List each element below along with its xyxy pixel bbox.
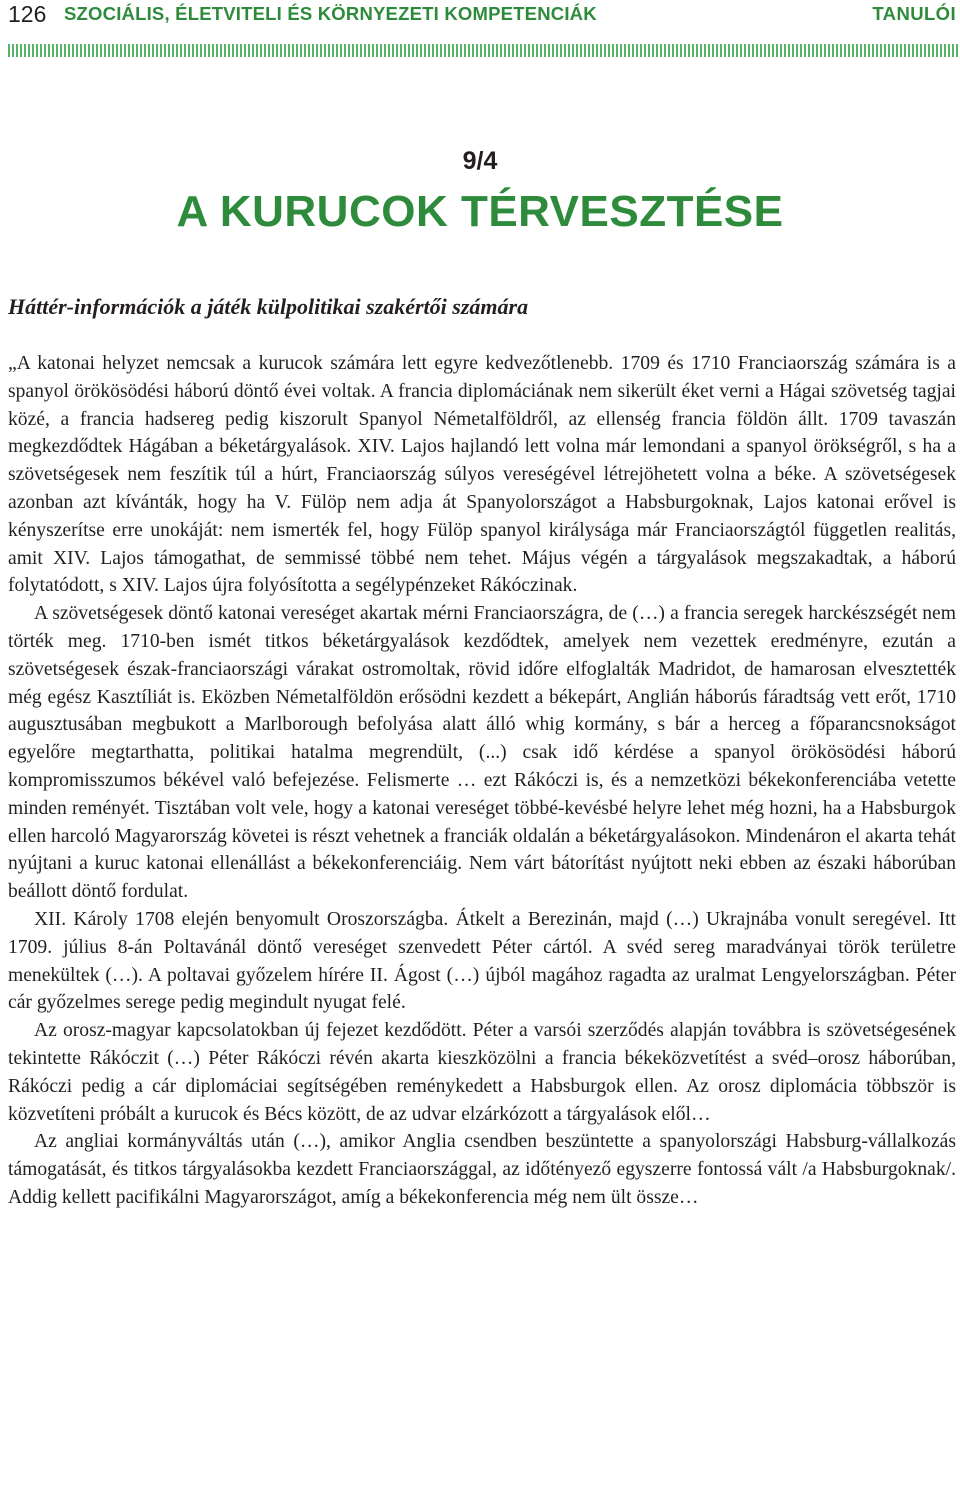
running-head: SZOCIÁLIS, ÉLETVITELI ÉS KÖRNYEZETI KOMPETENCIÁK: [64, 3, 597, 24]
paragraph: A szövetségesek döntő katonai vereséget akartak mérni Franciaországra, de (…) a francia seregek harckészségét nem törték meg. 1710-ben ismét titkos béketárgyalások kezdődtek, amelyek nem vezettek eredményre, ezután a szövetségesek észak-franciaországi várakat ostromoltak, rövid időre elfoglalták Madridot, de hamarosan elvesztették még egész Kasztíliát is. Eközben Németalföldön erősödni kezdett a békepárt, Anglián háborús fáradtság vett erőt, 1710 augusztusában megbukott a Marlborough befolyása alatt álló whig kormány, s bár a herceg a főparancsnokságot egyelőre megtarthatta, politikai hatalma megrendült, (...) csak idő kérdése a spanyol örökösödési háború kompromisszumos békével való befejezése. Felismerte … ezt Rákóczi is, és a nemzetközi békekonferenciába vetette minden reményét. Tisztában volt vele, hogy a katonai vereséget többé-kevésbé helyre lehet még hozni, ha a Habsburgok ellen harcoló Magyarország követei is részt vehetnek a franciák oldalán a béketárgyalásokon. Mindenáron el akarta tehát nyújtani a kuruc katonai ellenállást a békekonferenciáig. Nem várt bátorítást nyújtott neki ebben az északi háborúban beállott döntő fordulat.: [8, 603, 956, 903]
page-header: [0, 0, 960, 32]
body-text: [8, 350, 956, 1212]
running-tag: TANULÓI: [872, 3, 956, 24]
paragraph: „A katonai helyzet nemcsak a kurucok számára lett egyre kedvezőtlenebb. 1709 és 1710 Franciaország számára is a spanyol örökösödési háború döntő évei voltak. A francia diplomáciának nem sikerült éket verni a Hágai szövetség tagjai közé, a francia hadsereg pedig kiszorult Spanyol Németalföldről, az ellenség francia földön állt. 1709 tavaszán megkezdődtek Hágában a béketárgyalások. XIV. Lajos hajlandó lett volna már lemondani a spanyol örökségről, s ha a szövetségesek nem feszítik túl a húrt, Franciaország súlyos vereségével létrejöhetett volna a béke. A szövetségesek azonban azt kívánták, hogy ha V. Fülöp nem adja át Spanyolországot a Habsburgoknak, Lajos katonai erővel is kényszerítse erre unokáját: nem ismerték fel, hogy Fülöp spanyol királysága már Franciaországtól független realitás, amit XIV. Lajos támogathat, de semmissé többé nem tehet. Május végén a tárgyalások megszakadtak, a háború folytatódott, s XIV. Lajos újra folyósította a segélypénzeket Rákóczinak.: [8, 353, 956, 597]
page-title: A KURUCOK TÉRVESZTÉSE: [176, 187, 784, 236]
paragraph: XII. Károly 1708 elején benyomult Oroszországba. Átkelt a Berezinán, majd (…) Ukrajnába vonult seregével. Itt 1709. július 8-án Poltavánál döntő vereséget szenvedett Péter cártól. A svéd sereg maradványai török területre menekültek (…). A poltavai győzelem hírére II. Ágost (…) újból magához ragadta az uralmat Lengyelországban. Péter cár győzelmes serege pedig megindult nyugat felé.: [8, 908, 956, 1014]
section-number: 9/4: [462, 147, 498, 175]
page-number: 126: [8, 1, 47, 27]
paragraph: Az orosz-magyar kapcsolatokban új fejezet kezdődött. Péter a varsói szerződés alapján továbbra is szövetségesének tekintette Rákóczit (…) Péter Rákóczi révén akarta kieszközölni a francia békeközvetítést a svéd–orosz háborúban, Rákóczi pedig a cár diplomáciai segítségében reménykedett a Habsburgok ellen. Az orosz diplomácia többször is közvetíteni próbált a kurucok és Bécs között, de az udvar elzárkózott a tárgyalások elől…: [8, 1020, 956, 1125]
section-subtitle: Háttér-információk a játék külpolitikai szakértői számára: [8, 294, 529, 319]
header-dotted-rule: [8, 44, 960, 57]
paragraph: Az angliai kormányváltás után (…), amikor Anglia csendben beszüntette a spanyolországi Habsburg-vállalkozás támogatását, és titkos tárgyalásokba kezdett Franciaországgal, az időtényező egyszerre fontossá vált /a Habsburgoknak/. Addig kellett pacifikálni Magyarországot, amíg a békekonferencia még nem ült össze…: [8, 1131, 956, 1208]
